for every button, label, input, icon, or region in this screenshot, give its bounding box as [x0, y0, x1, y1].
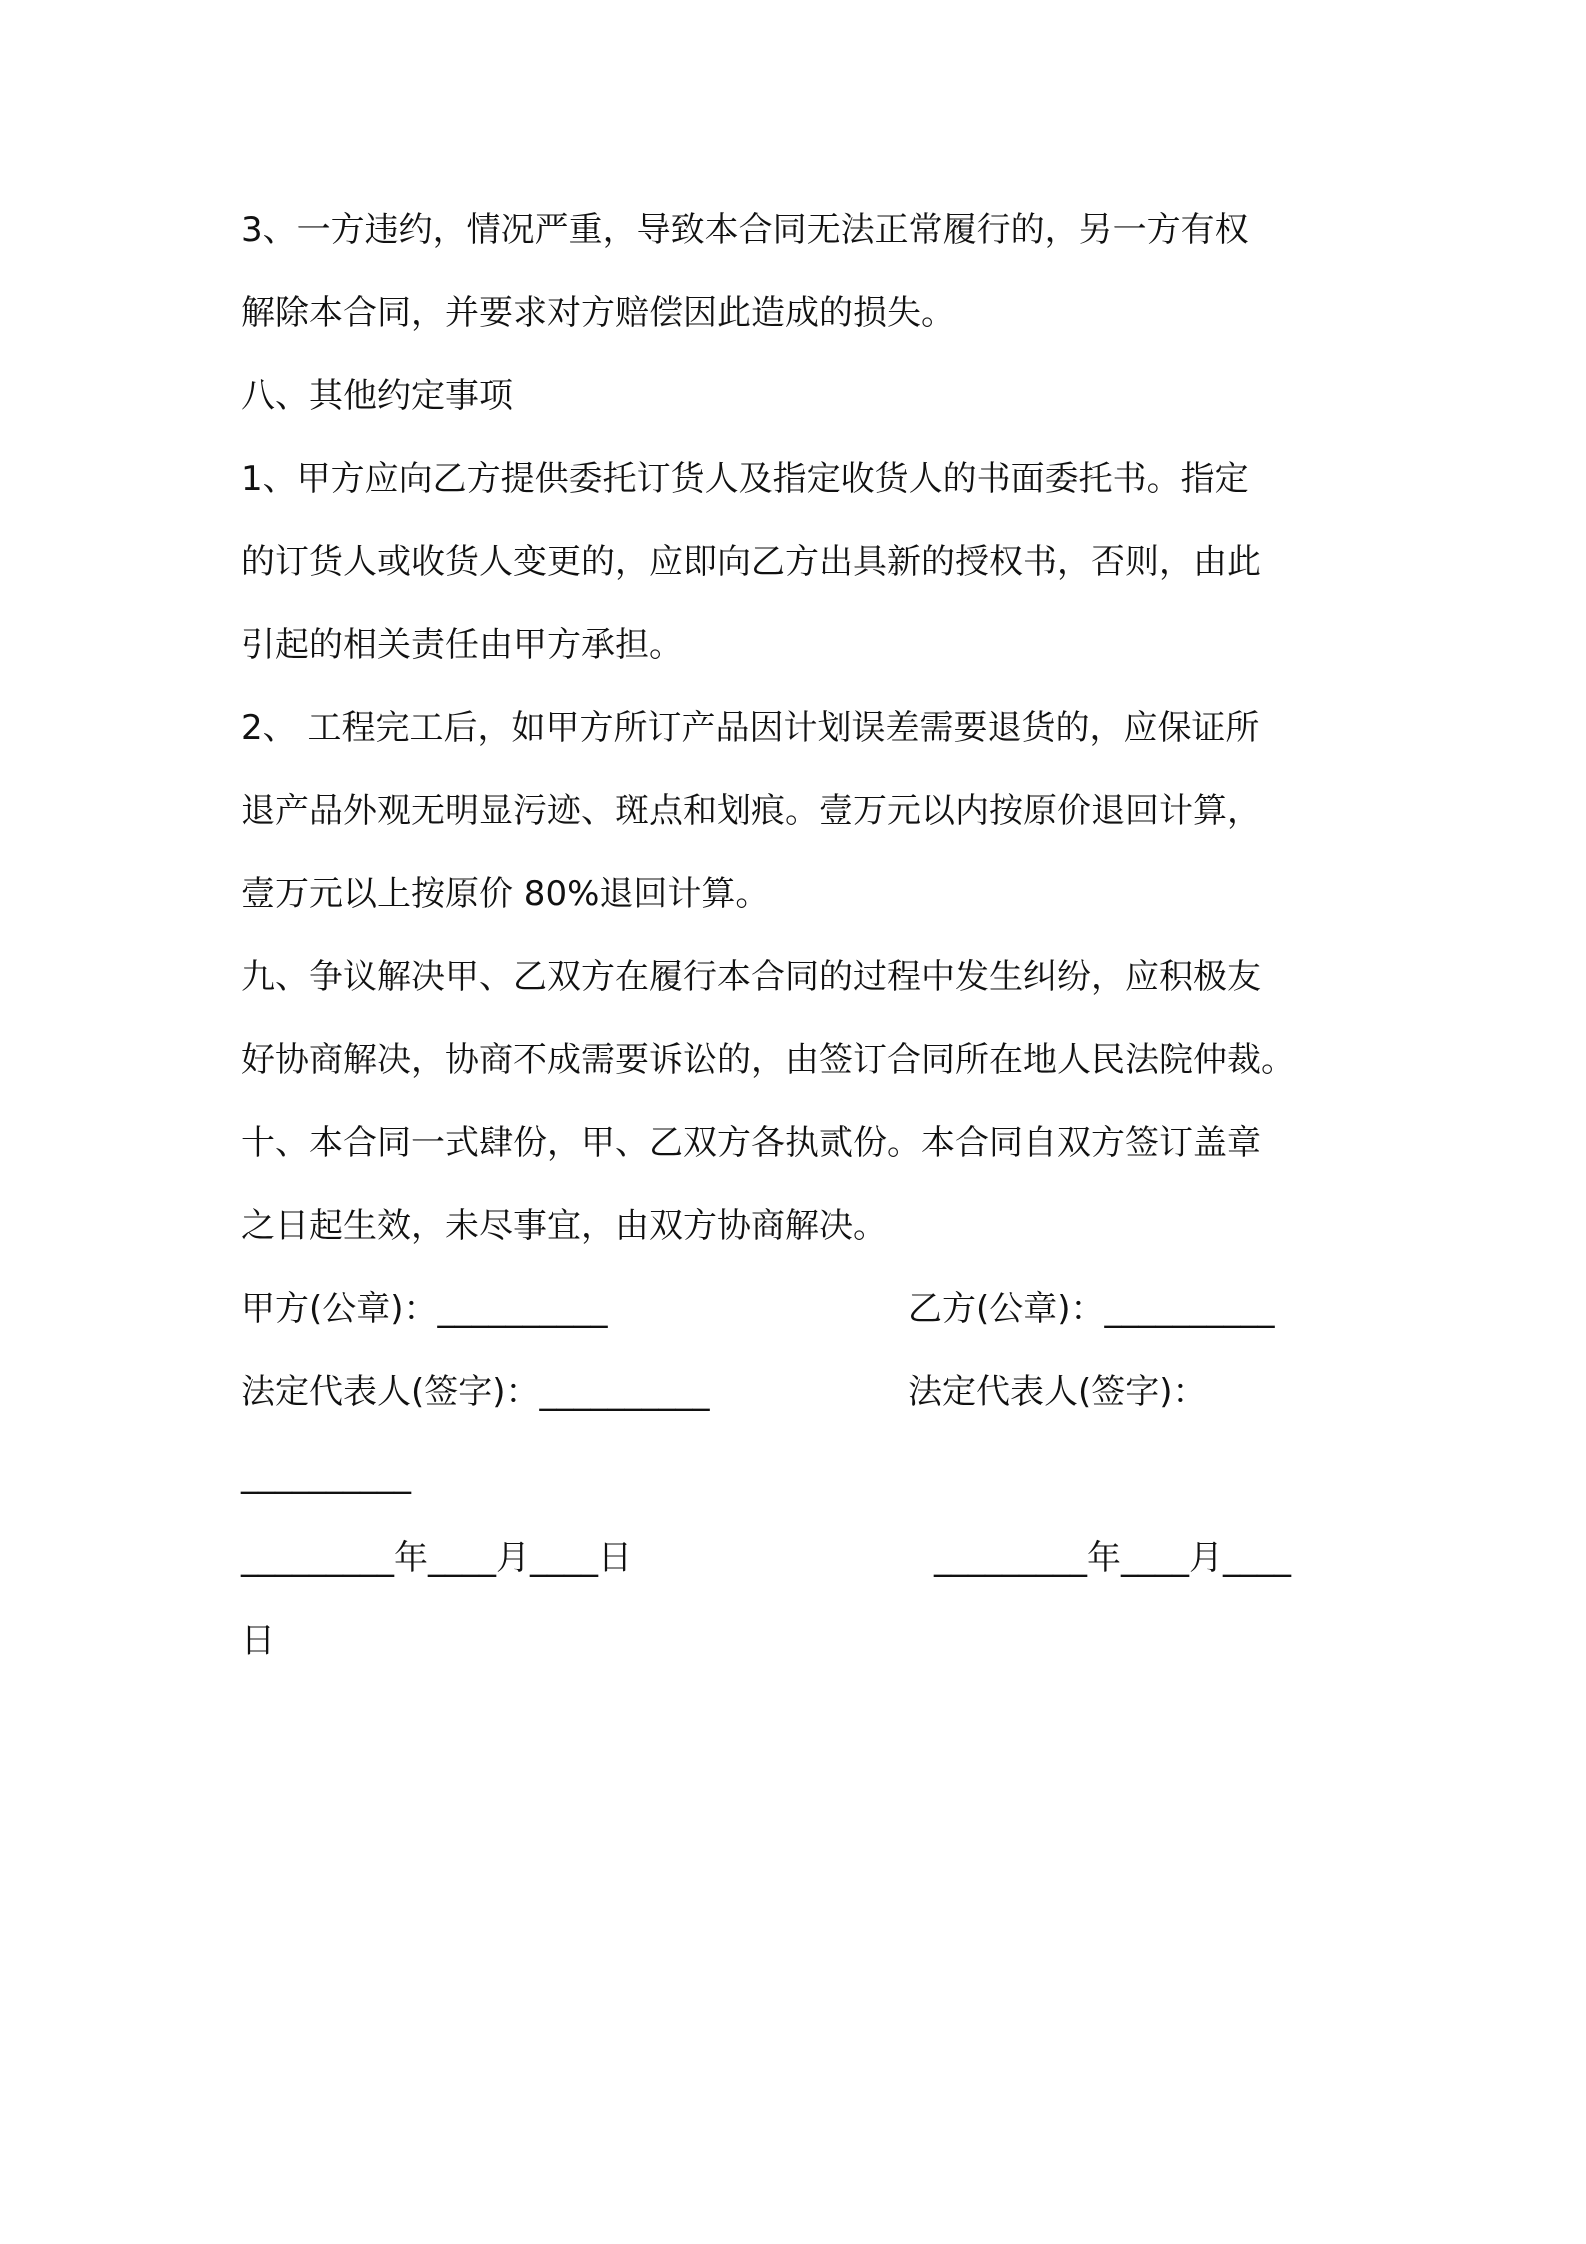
body-line: 3、一方违约，情况严重，导致本合同无法正常履行的，另一方有权	[241, 210, 1249, 250]
party-b-representative-blank: __________	[241, 1455, 411, 1495]
body-line: 九、争议解决甲、乙双方在履行本合同的过程中发生纠纷，应积极友	[241, 957, 1261, 997]
party-b-date-field: _________年____月____	[934, 1538, 1291, 1578]
party-b-seal-field: 乙方(公章)：__________	[908, 1289, 1275, 1329]
party-a-date-field: _________年____月____日	[241, 1538, 632, 1578]
party-a-representative-field: 法定代表人(签字)：__________	[241, 1372, 710, 1412]
section-heading: 八、其他约定事项	[241, 376, 513, 416]
body-line: 的订货人或收货人变更的，应即向乙方出具新的授权书，否则，由此	[241, 542, 1261, 582]
body-line: 解除本合同，并要求对方赔偿因此造成的损失。	[241, 293, 955, 333]
body-line: 2、 工程完工后，如甲方所订产品因计划误差需要退货的，应保证所	[241, 708, 1260, 748]
body-line: 好协商解决，协商不成需要诉讼的，由签订合同所在地人民法院仲裁。	[241, 1040, 1295, 1080]
body-line: 十、本合同一式肆份，甲、乙双方各执贰份。本合同自双方签订盖章	[241, 1123, 1261, 1163]
body-line: 之日起生效，未尽事宜，由双方协商解决。	[241, 1206, 887, 1246]
body-line: 壹万元以上按原价 80%退回计算。	[241, 874, 770, 914]
party-a-seal-field: 甲方(公章)：__________	[241, 1289, 608, 1329]
party-b-representative-field: 法定代表人(签字)：	[908, 1372, 1207, 1412]
party-b-date-day: 日	[241, 1621, 275, 1661]
body-line: 1、甲方应向乙方提供委托订货人及指定收货人的书面委托书。指定	[241, 459, 1249, 499]
body-line: 退产品外观无明显污迹、斑点和划痕。壹万元以内按原价退回计算，	[241, 791, 1261, 831]
body-line: 引起的相关责任由甲方承担。	[241, 625, 683, 665]
